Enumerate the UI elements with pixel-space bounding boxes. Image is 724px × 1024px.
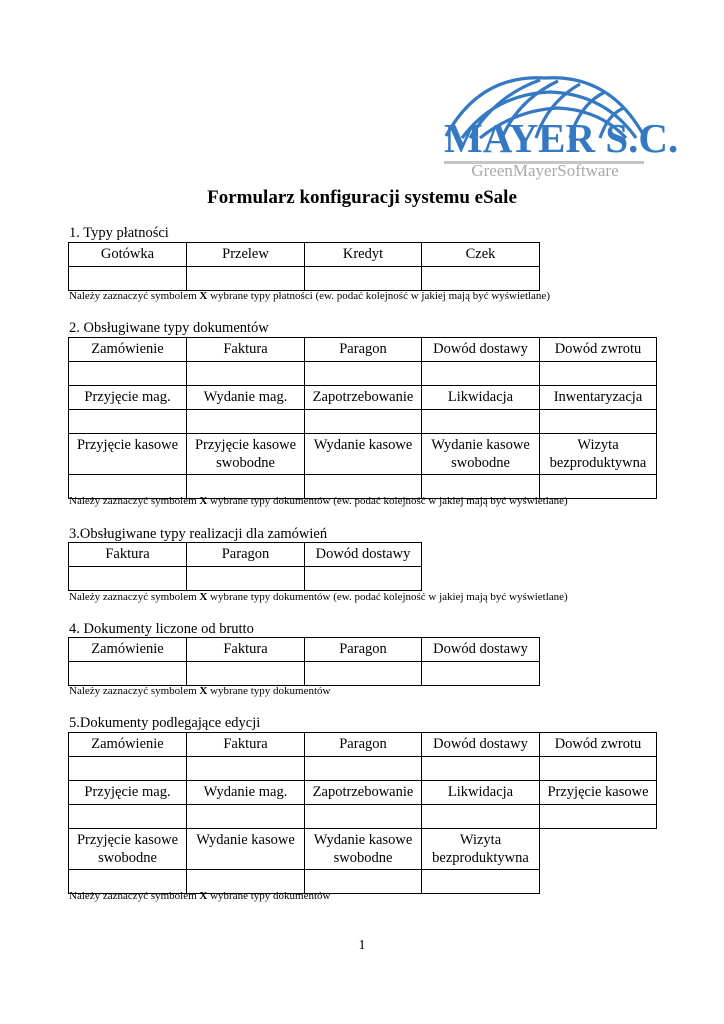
mark-cell[interactable] [422,662,540,686]
header-cell: Dowód dostawy [422,638,540,662]
mark-cell[interactable] [540,805,657,829]
mark-cell[interactable] [422,805,540,829]
mark-cell[interactable] [69,362,187,386]
section-2-table [68,337,657,499]
section-1-table [68,242,540,291]
section-4-title: 4. Dokumenty liczone od brutto [69,621,254,637]
mark-cell[interactable] [69,662,187,686]
doc-type-cell: Inwentaryzacja [540,386,657,410]
doc-type-cell: Przyjęcie kasowe swobodne [69,829,187,870]
mark-cell[interactable] [69,267,187,291]
mark-cell[interactable] [422,362,540,386]
section-3-title: 3.Obsługiwane typy realizacji dla zamówień [69,526,328,542]
mark-cell[interactable] [305,805,422,829]
doc-type-cell: Wizyta bezproduktywna [422,829,540,870]
header-cell: Przelew [187,243,305,267]
doc-type-cell: Dowód zwrotu [540,733,657,757]
doc-type-cell: Wydanie mag. [187,781,305,805]
doc-type-cell: Faktura [187,733,305,757]
logo-subtitle: GreenMayerSoftware [471,161,619,180]
doc-type-cell: Zamówienie [69,733,187,757]
header-cell: Faktura [69,543,187,567]
mark-cell[interactable] [187,567,305,591]
doc-type-cell: Likwidacja [422,386,540,410]
doc-type-cell: Wydanie kasowe [305,434,422,475]
mark-cell[interactable] [422,410,540,434]
header-cell: Zamówienie [69,638,187,662]
mark-cell[interactable] [540,757,657,781]
mark-cell[interactable] [187,805,305,829]
mark-cell[interactable] [305,267,422,291]
header-cell: Paragon [305,638,422,662]
empty-cell [540,870,657,894]
doc-type-cell: Likwidacja [422,781,540,805]
mark-cell[interactable] [69,567,187,591]
mark-cell[interactable] [69,410,187,434]
doc-type-cell: Przyjęcie kasowe [540,781,657,805]
doc-type-cell: Dowód dostawy [422,338,540,362]
section-5-table [68,732,657,894]
section-1-note: Należy zaznaczyć symbolem X wybrane typy płatności (ew. podać kolejność w jakiej mają być wyświetlane) [69,290,550,302]
section-2-title: 2. Obsługiwane typy dokumentów [69,320,269,336]
mark-cell[interactable] [540,362,657,386]
section-2-note: Należy zaznaczyć symbolem X wybrane typy dokumentów (ew. podać kolejność w jakiej mają być wyświetlane) [69,495,568,507]
doc-type-cell: Zamówienie [69,338,187,362]
mark-cell[interactable] [305,567,422,591]
section-4-note: Należy zaznaczyć symbolem X wybrane typy dokumentów [69,685,331,697]
header-cell: Dowód dostawy [305,543,422,567]
doc-type-cell: Wydanie kasowe swobodne [305,829,422,870]
mark-cell[interactable] [187,757,305,781]
logo-company-name: MAYER S.C. [444,115,679,161]
doc-type-cell: Wizyta bezproduktywna [540,434,657,475]
mark-cell[interactable] [187,410,305,434]
section-5-title: 5.Dokumenty podlegające edycji [69,715,261,731]
doc-type-cell: Dowód dostawy [422,733,540,757]
mark-cell[interactable] [305,757,422,781]
page-number: 1 [358,938,366,953]
document-title: Formularz konfiguracji systemu eSale [207,187,517,208]
doc-type-cell: Zapotrzebowanie [305,781,422,805]
company-logo [440,76,679,186]
header-cell: Czek [422,243,540,267]
doc-type-cell: Faktura [187,338,305,362]
mark-cell[interactable] [187,362,305,386]
doc-type-cell: Dowód zwrotu [540,338,657,362]
section-1-title: 1. Typy płatności [69,225,169,241]
mark-cell[interactable] [187,267,305,291]
section-3-table [68,542,422,591]
mark-cell[interactable] [305,410,422,434]
empty-cell [540,829,657,870]
mark-cell[interactable] [422,870,540,894]
doc-type-cell: Wydanie mag. [187,386,305,410]
doc-type-cell: Przyjęcie mag. [69,386,187,410]
doc-type-cell: Paragon [305,338,422,362]
mark-cell[interactable] [422,267,540,291]
mark-cell[interactable] [69,805,187,829]
doc-type-cell: Wydanie kasowe [187,829,305,870]
header-cell: Faktura [187,638,305,662]
header-cell: Paragon [187,543,305,567]
section-4-table [68,637,540,686]
mark-cell[interactable] [187,662,305,686]
header-cell: Gotówka [69,243,187,267]
mark-cell[interactable] [305,662,422,686]
doc-type-cell: Przyjęcie kasowe [69,434,187,475]
doc-type-cell: Przyjęcie kasowe swobodne [187,434,305,475]
section-5-note: Należy zaznaczyć symbolem X wybrane typy dokumentów [69,890,331,902]
section-3-note: Należy zaznaczyć symbolem X wybrane typy dokumentów (ew. podać kolejność w jakiej mają być wyświetlane) [69,591,568,603]
header-cell: Kredyt [305,243,422,267]
mark-cell[interactable] [305,362,422,386]
doc-type-cell: Zapotrzebowanie [305,386,422,410]
mark-cell[interactable] [69,757,187,781]
mark-cell[interactable] [540,410,657,434]
doc-type-cell: Wydanie kasowe swobodne [422,434,540,475]
doc-type-cell: Paragon [305,733,422,757]
doc-type-cell: Przyjęcie mag. [69,781,187,805]
mark-cell[interactable] [422,757,540,781]
